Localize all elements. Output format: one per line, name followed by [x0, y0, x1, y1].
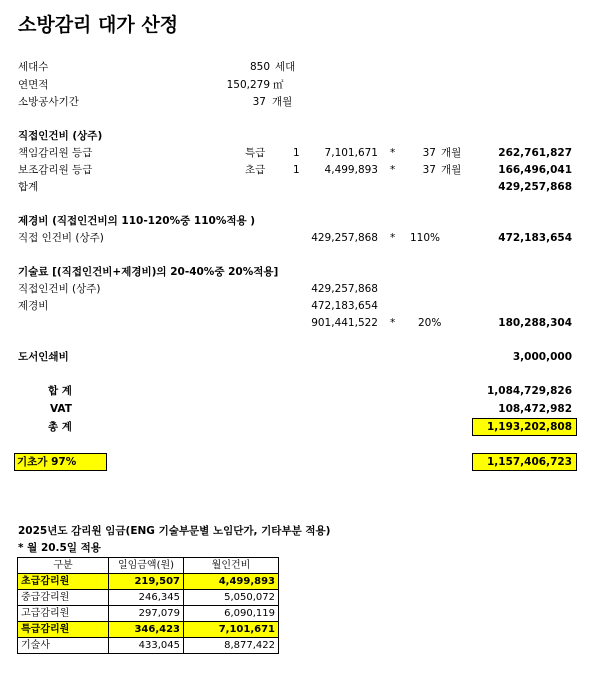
- direct-row-grade: 초급: [245, 164, 266, 176]
- table-header-row: [18, 558, 279, 574]
- wage-monthly: 5,050,072: [184, 590, 279, 606]
- overhead-base: 429,257,868: [311, 232, 378, 244]
- wage-table: [17, 557, 279, 654]
- base-price-value: 1,157,406,723: [486, 456, 572, 468]
- header-monthly: 월인건비: [184, 558, 279, 574]
- printing-amount: 3,000,000: [512, 351, 572, 363]
- wage-title: 2025년도 감리원 임금(ENG 기술부문별 노임단가, 기타부분 적용): [18, 525, 331, 537]
- households-label: 세대수: [18, 61, 49, 73]
- wage-daily: 219,507: [109, 574, 184, 590]
- wage-name: 기술사: [18, 638, 109, 654]
- overhead-label: 직접 인건비 (상주): [18, 232, 104, 244]
- wage-monthly: 6,090,119: [184, 606, 279, 622]
- tech-pct: 20%: [418, 317, 442, 329]
- vat-label: VAT: [50, 403, 72, 415]
- direct-row-unit: 개월: [441, 164, 462, 176]
- overhead-amount: 472,183,654: [498, 232, 572, 244]
- direct-row-unit: 개월: [441, 147, 462, 159]
- area-value: 150,279: [226, 79, 270, 91]
- tech-amount: 180,288,304: [498, 317, 572, 329]
- grand-label: 총 계: [48, 421, 72, 433]
- overhead-op: *: [390, 232, 396, 244]
- wage-note: * 월 20.5일 적용: [18, 542, 101, 554]
- wage-name: 중급감리원: [18, 590, 109, 606]
- households-value: 850: [249, 61, 270, 73]
- direct-row-grade: 특급: [245, 147, 266, 159]
- wage-daily: 246,345: [109, 590, 184, 606]
- direct-row-count: 1: [293, 164, 300, 176]
- wage-daily: 297,079: [109, 606, 184, 622]
- wage-monthly: 7,101,671: [184, 622, 279, 638]
- direct-row-amount: 166,496,041: [498, 164, 572, 176]
- tech-header: 기술료 [(직접인건비+제경비)의 20-40%중 20%적용]: [18, 266, 279, 278]
- table-row: [18, 590, 279, 606]
- direct-row-months: 37: [422, 164, 436, 176]
- wage-name: 고급감리원: [18, 606, 109, 622]
- wage-monthly: 8,877,422: [184, 638, 279, 654]
- printing-label: 도서인쇄비: [18, 351, 69, 363]
- area-unit: ㎡: [273, 79, 284, 91]
- direct-row-rate: 7,101,671: [324, 147, 378, 159]
- table-row: [18, 606, 279, 622]
- tech-row2-value: 472,183,654: [311, 300, 378, 312]
- header-category: 구분: [18, 558, 109, 574]
- overhead-header: 제경비 (직접인건비의 110-120%중 110%적용 ): [18, 215, 256, 227]
- direct-row-op: *: [390, 164, 396, 176]
- wage-name: 초급감리원: [18, 574, 109, 590]
- direct-total-label: 합계: [18, 181, 39, 193]
- sum-label: 합 계: [48, 385, 72, 397]
- households-unit: 세대: [275, 61, 296, 73]
- header-daily: 일임금액(원): [109, 558, 184, 574]
- table-row: [18, 574, 279, 590]
- period-value: 37: [252, 96, 266, 108]
- direct-row-label: 보조감리원 등급: [18, 164, 93, 176]
- table-row: [18, 638, 279, 654]
- overhead-pct: 110%: [410, 232, 441, 244]
- direct-row-months: 37: [422, 147, 436, 159]
- tech-sum-value: 901,441,522: [311, 317, 378, 329]
- period-label: 소방공사기간: [18, 96, 79, 108]
- page-title: 소방감리 대가 산정: [18, 14, 179, 36]
- wage-monthly: 4,499,893: [184, 574, 279, 590]
- period-unit: 개월: [272, 96, 293, 108]
- vat-value: 108,472,982: [498, 403, 572, 415]
- tech-row2-label: 제경비: [18, 300, 49, 312]
- tech-op: *: [390, 317, 396, 329]
- direct-row-amount: 262,761,827: [498, 147, 572, 159]
- direct-header: 직접인건비 (상주): [18, 130, 103, 142]
- wage-daily: 433,045: [109, 638, 184, 654]
- direct-row-count: 1: [293, 147, 300, 159]
- tech-row1-label: 직접인건비 (상주): [18, 283, 101, 295]
- area-label: 연면적: [18, 79, 49, 91]
- direct-row-rate: 4,499,893: [324, 164, 378, 176]
- direct-row-op: *: [390, 147, 396, 159]
- direct-row-label: 책임감리원 등급: [18, 147, 93, 159]
- sum-value: 1,084,729,826: [486, 385, 572, 397]
- wage-name: 특급감리원: [18, 622, 109, 638]
- grand-value: 1,193,202,808: [486, 421, 572, 433]
- base-price-label: 기초가 97%: [17, 456, 77, 468]
- tech-row1-value: 429,257,868: [311, 283, 378, 295]
- direct-total-value: 429,257,868: [498, 181, 572, 193]
- table-row: [18, 622, 279, 638]
- wage-daily: 346,423: [109, 622, 184, 638]
